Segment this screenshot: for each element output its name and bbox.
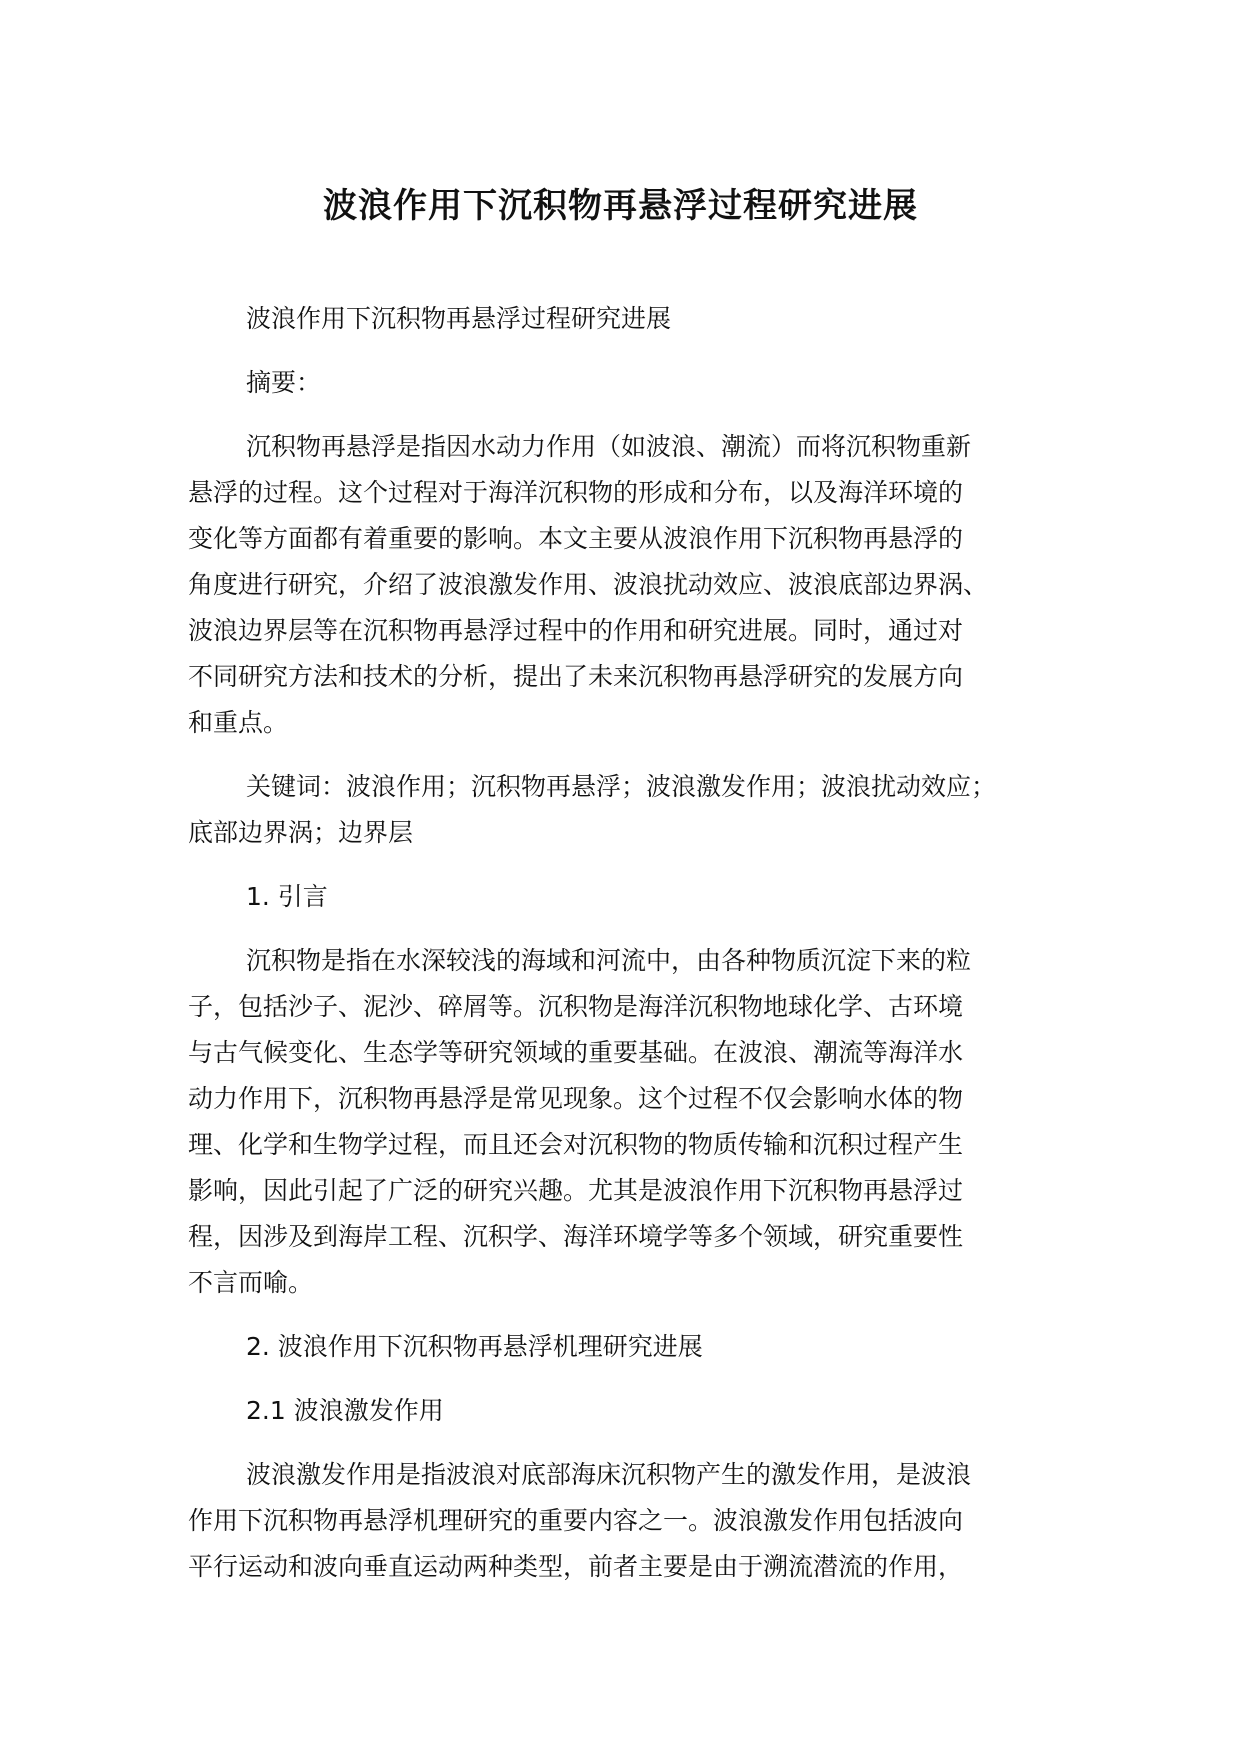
section-2-1-paragraph — [188, 1452, 1078, 1590]
section-1-line: 动力作用下，沉积物再悬浮是常见现象。这个过程不仅会影响水体的物 — [188, 1084, 964, 1113]
section-2-1-line: 作用下沉积物再悬浮机理研究的重要内容之一。波浪激发作用包括波向 — [188, 1506, 964, 1535]
abstract-line: 不同研究方法和技术的分析，提出了未来沉积物再悬浮研究的发展方向 — [188, 662, 964, 691]
subtitle — [188, 296, 1078, 342]
abstract-heading — [188, 360, 1078, 406]
keywords-line: 关键词：波浪作用；沉积物再悬浮；波浪激发作用；波浪扰动效应； — [246, 772, 997, 801]
abstract-paragraph — [188, 424, 1078, 746]
section-1-heading — [188, 874, 1078, 920]
keywords-line: 底部边界涡；边界层 — [188, 818, 414, 847]
abstract-line: 波浪边界层等在沉积物再悬浮过程中的作用和研究进展。同时，通过对 — [188, 616, 964, 645]
document-title: 波浪作用下沉积物再悬浮过程研究进展 — [323, 186, 918, 226]
document-body — [188, 296, 1078, 1608]
section-1-line: 理、化学和生物学过程，而且还会对沉积物的物质传输和沉积过程产生 — [188, 1130, 964, 1159]
section-2-1-line: 平行运动和波向垂直运动两种类型，前者主要是由于溯流潜流的作用， — [188, 1552, 964, 1581]
section-1-line: 子，包括沙子、泥沙、碎屑等。沉积物是海洋沉积物地球化学、古环境 — [188, 992, 964, 1021]
section-1-line: 与古气候变化、生态学等研究领域的重要基础。在波浪、潮流等海洋水 — [188, 1038, 964, 1067]
section-2-1-heading — [188, 1388, 1078, 1434]
section-2-heading-line: 2. 波浪作用下沉积物再悬浮机理研究进展 — [246, 1332, 703, 1361]
section-2-1-line: 波浪激发作用是指波浪对底部海床沉积物产生的激发作用，是波浪 — [246, 1460, 972, 1489]
abstract-line: 角度进行研究，介绍了波浪激发作用、波浪扰动效应、波浪底部边界涡、 — [188, 570, 989, 599]
section-1-heading-line: 1. 引言 — [246, 882, 328, 911]
section-1-line: 不言而喻。 — [188, 1268, 314, 1297]
subtitle-line: 波浪作用下沉积物再悬浮过程研究进展 — [246, 304, 672, 333]
section-1-line: 沉积物是指在水深较浅的海域和河流中，由各种物质沉淀下来的粒 — [246, 946, 972, 975]
keywords-paragraph — [188, 764, 1078, 856]
abstract-line: 沉积物再悬浮是指因水动力作用（如波浪、潮流）而将沉积物重新 — [246, 432, 972, 461]
section-2-1-heading-line: 2.1 波浪激发作用 — [246, 1396, 444, 1425]
section-1-line: 程，因涉及到海岸工程、沉积学、海洋环境学等多个领域，研究重要性 — [188, 1222, 964, 1251]
abstract-line: 悬浮的过程。这个过程对于海洋沉积物的形成和分布，以及海洋环境的 — [188, 478, 964, 507]
abstract-heading-line: 摘要： — [246, 368, 322, 397]
section-1-paragraph — [188, 938, 1078, 1306]
abstract-line: 和重点。 — [188, 708, 289, 737]
abstract-line: 变化等方面都有着重要的影响。本文主要从波浪作用下沉积物再悬浮的 — [188, 524, 964, 553]
section-2-heading — [188, 1324, 1078, 1370]
section-1-line: 影响，因此引起了广泛的研究兴趣。尤其是波浪作用下沉积物再悬浮过 — [188, 1176, 964, 1205]
